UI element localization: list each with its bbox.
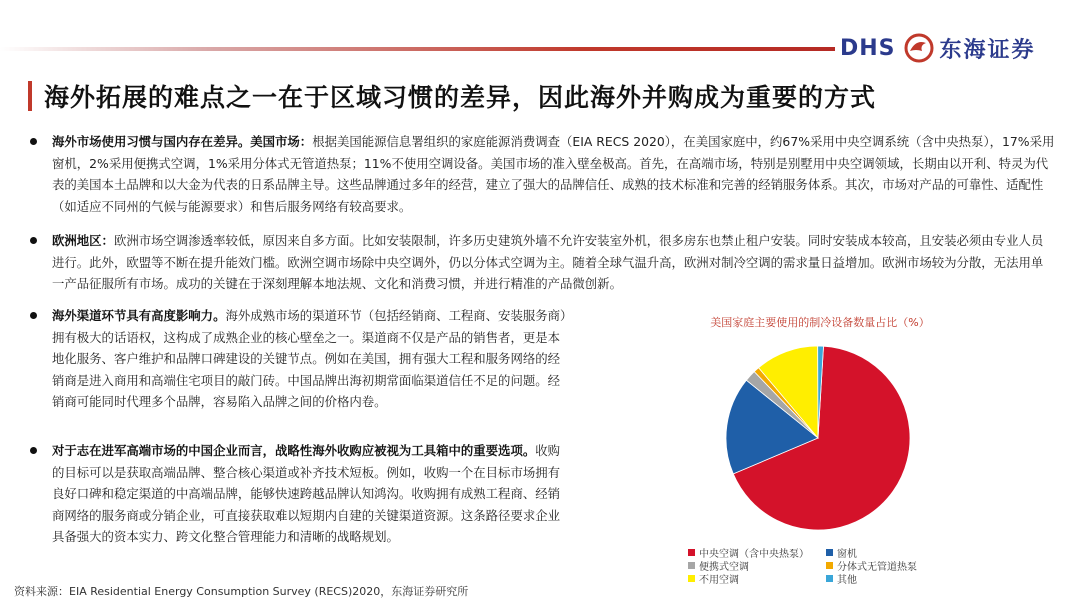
page-title-area [28,78,876,114]
legend-label: 窗机 [837,549,857,560]
header-divider-line [0,47,835,51]
bullet-dot-icon [30,312,37,319]
bullet-body: 根据美国能源信息署组织的家庭能源消费调查（EIA RECS 2020），在美国家庭中，约67%采用中央空调系统（含中央热泵），17%采用窗机，2%采用便携式空调，1%采用分体式无管道热泵；11%不使用空调设备。美国市场的准入壁垒极高。首先，在高端市场，特别是别墅用中央空调领域，长期由以开利、特灵为代表的美国本土品牌和以大金为代表的日系品牌主导。这些品牌通过多年的经营，建立了强大的品牌信任、成熟的技术标准和完善的经销服务体系。其次，市场对产品的可靠性、适配性（如适应不同州的气候与能源要求）和售后服务网络有较高要求。 [52,134,1055,214]
source-note: 资料来源：EIA Residential Energy Consumption Survey (RECS)2020，东海证券研究所 [14,585,469,598]
logo-latin-text: DHS [840,35,896,61]
dragon-logo-icon [902,31,936,65]
legend-swatch [688,562,695,569]
legend-label: 便携式空调 [699,562,749,573]
legend-label: 其他 [837,575,857,586]
page-title: 海外拓展的难点之一在于区域习惯的差异，因此海外并购成为重要的方式 [44,83,877,112]
legend-label: 中央空调（含中央热泵） [699,549,809,560]
legend-item [826,571,857,586]
bullet-europe [30,230,1055,295]
company-logo [840,28,1070,68]
legend-swatch [688,549,695,556]
legend-label: 分体式无管道热泵 [837,562,917,573]
bullet-us-market [30,131,1055,217]
pie-chart [690,330,950,546]
bullet-heading: 海外市场使用习惯与国内存在差异。美国市场： [52,134,313,149]
bullet-heading: 欧洲地区： [52,233,114,248]
bullet-channels [30,305,570,413]
bullet-heading: 海外渠道环节具有高度影响力。 [52,308,226,323]
bullet-acquisition [30,440,570,548]
bullet-body: 收购的目标可以是获取高端品牌、整合核心渠道或补齐技术短板。例如，收购一个在目标市场拥有良好口碑和稳定渠道的中高端品牌，能够快速跨越品牌认知鸿沟。收购拥有成熟工程商、经销商网络的服务商或分销企业，可直接获取难以短期内自建的关键渠道资源。这条路径要求企业具备强大的资本实力、跨文化整合管理能力和清晰的战略规划。 [52,443,561,544]
legend-swatch [826,549,833,556]
bullet-heading: 对于志在进军高端市场的中国企业而言，战略性海外收购应被视为工具箱中的重要选项。 [52,443,536,458]
bullet-dot-icon [30,447,37,454]
logo-cn-text: 东海证券 [939,37,1036,63]
bullet-dot-icon [30,237,37,244]
legend-swatch [826,562,833,569]
title-accent-bar [28,81,32,111]
legend-item [688,571,739,586]
bullet-body: 欧洲市场空调渗透率较低，原因来自多方面。比如安装限制，许多历史建筑外墙不允许安装室外机，很多房东也禁止租户安装。同时安装成本较高，且安装必须由专业人员进行。此外，欧盟等不断在提升能效门槛。欧洲空调市场除中央空调外，仍以分体式空调为主。随着全球气温升高，欧洲对制冷空调的需求量日益增加。欧洲市场较为分散，无法用单一产品征服所有市场。成功的关键在于深刻理解本地法规、文化和消费习惯，并进行精准的产品微创新。 [52,233,1044,291]
legend-label: 不用空调 [699,575,739,586]
legend-swatch [826,575,833,582]
bullet-dot-icon [30,138,37,145]
chart-title: 美国家庭主要使用的制冷设备数量占比（%） [710,316,930,329]
header-bar [0,0,1080,70]
bullet-body: 海外成熟市场的渠道环节（包括经销商、工程商、安装服务商）拥有极大的话语权，这构成了成熟企业的核心壁垒之一。渠道商不仅是产品的销售者，更是本地化服务、客户维护和品牌口碑建设的关键节点。例如在美国，拥有强大工程和服务网络的经销商是进入商用和高端住宅项目的敲门砖。中国品牌出海初期常面临渠道信任不足的问题。经销商可能同时代理多个品牌，容易陷入品牌之间的价格内卷。 [52,308,567,409]
legend-swatch [688,575,695,582]
